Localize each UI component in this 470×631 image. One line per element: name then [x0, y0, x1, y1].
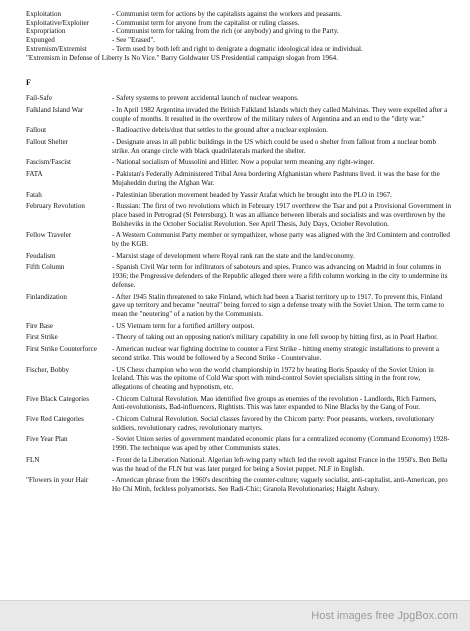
glossary-term: Fascism/Fascist: [26, 158, 71, 167]
glossary-term: FATA: [26, 170, 43, 179]
glossary-entry: [26, 158, 452, 167]
glossary-term: Fallout: [26, 126, 47, 135]
glossary-definition: - Russian: The first of two revolutions which in February 1917 overthrew the Tsar and put a Provisional Government in place based in Petrograd (St Petersburg). It was an alliance between liberals and socialists and was overthrown by the Bolsheviks in the October Socialist Revolution. See April Thesis, July Days, October Revolution.: [112, 202, 452, 228]
glossary-term: FLN: [26, 455, 40, 464]
glossary-definition: - Safety systems to prevent accidental launch of nuclear weapons.: [112, 94, 299, 103]
glossary-definition: - Marxist stage of development where Royal rank ran the state and the land/economy.: [112, 251, 355, 260]
glossary-content: [26, 10, 452, 494]
glossary-entry: [26, 252, 452, 261]
glossary-definition: - Front de la Liberation National. Algerian left-wing party which led the revolt against France in the 1950's. Ben Bella was the head of the FLN but was later purged for being a Soviet puppet. NLF in English.: [112, 455, 448, 473]
glossary-entry: [26, 94, 452, 103]
glossary-definition: - American phrase from the 1960's describing the counter-culture; vaguely socialist, anti-capitalist, anti-American, pro Ho Chi Minh, feckless polyamorists. See Radi-Chic; Granola Revolutionaries; Haight Asbury.: [112, 476, 448, 493]
glossary-term: February Revolution: [26, 202, 85, 211]
glossary-term: Exploitative/Exploiter: [26, 18, 90, 27]
glossary-definition: - US Chess champion who won the world championship in 1972 by beating Boris Spassky of the Soviet Union in Iceland. This was the epitome of Cold War sport with mind-control Soviet specialists sitting in the front row, allegations of cheating and hypnotism, etc.: [112, 365, 434, 391]
glossary-top-list: [26, 10, 452, 54]
glossary-term: Five Year Plan: [26, 435, 68, 444]
glossary-definition: - Communist term for taking from the rich (or anybody) and giving to the Party.: [112, 27, 339, 36]
glossary-term: Fischer, Bobby: [26, 365, 70, 374]
glossary-entry: [26, 395, 452, 412]
glossary-definition: - American nuclear war fighting doctrine to counter a First Strike - hitting enemy strategic installations to prevent a second strike. This would be followed by a Second Strike - Countervalue.: [112, 345, 440, 362]
glossary-term: First Strike: [26, 333, 58, 342]
glossary-f-list: [26, 94, 452, 493]
glossary-term: Fatah: [26, 190, 42, 199]
glossary-entry: [26, 202, 452, 228]
glossary-term: Expropriation: [26, 27, 66, 36]
glossary-term: Five Red Categories: [26, 415, 84, 424]
glossary-definition: - Soviet Union series of government mandated economic plans for a centralized economy (Command Economy) 1928-1990. The technique was aped by other Communists states.: [112, 435, 450, 453]
glossary-term: Fellow Traveler: [26, 231, 72, 240]
glossary-entry: [26, 293, 452, 319]
glossary-term: Exploitation: [26, 10, 62, 18]
glossary-entry: [26, 322, 452, 331]
glossary-entry: [26, 333, 452, 342]
glossary-definition: - After 1945 Stalin threatened to take Finland, which had been a Tsarist territory up to 1917. To prevent this, Finland gave up territory and became "neutral" being forced to sign a defense treaty with the Soviet Union. The term came to mean the "neutering" of a nation by the Communists.: [112, 292, 445, 318]
image-host-footer: [0, 600, 470, 631]
glossary-entry: [26, 263, 452, 289]
glossary-entry: [26, 27, 452, 36]
glossary-entry: [26, 435, 452, 452]
glossary-definition: - Chicom Cultural Revolution. Social classes favored by the Chicom party: Poor peasants, workers, revolutionary soldiers, revolutionary cadres, revolutionary martyrs.: [112, 415, 435, 432]
glossary-definition: - Spanish Civil War term for infiltrators of saboteurs and spies. Franco was advancing on Madrid in four columns in 1936; the Progressive defenders of the Republic alleged there were a fifth column working in the city to undermine its defense.: [112, 263, 448, 289]
glossary-entry: [26, 415, 452, 432]
glossary-definition: - Communist term for actions by the capitalists against the workers and peasants.: [112, 10, 342, 18]
footer-text: Host images free JpgBox.com: [311, 610, 458, 622]
glossary-entry: [26, 345, 452, 362]
glossary-entry: [26, 231, 452, 248]
glossary-definition: - Palestinian liberation movement headed by Yassir Arafat which he brought into the PLO in 1967.: [112, 190, 392, 199]
glossary-term: Feudalism: [26, 251, 56, 260]
glossary-definition: - A Western Communist Party member or sympathizer, whose party was aligned with the 3rd Comintern and controlled by the KGB.: [112, 231, 450, 249]
glossary-entry: [26, 476, 452, 493]
glossary-term: Fire Base: [26, 321, 53, 330]
glossary-definition: - Communist term for anyone from the capitalist or ruling classes.: [112, 18, 300, 27]
glossary-definition: - US Vietnam term for a fortified artillery outpost.: [112, 321, 255, 330]
glossary-entry: [26, 45, 452, 54]
glossary-term: Fail-Safe: [26, 94, 53, 103]
glossary-term: Five Black Categories: [26, 394, 90, 403]
glossary-entry: [26, 10, 452, 19]
glossary-term: Expunged: [26, 36, 55, 45]
glossary-entry: [26, 170, 452, 187]
glossary-definition: - See "Erased".: [112, 36, 156, 45]
glossary-definition: - Term used by both left and right to denigrate a dogmatic ideological idea or individual.: [112, 44, 363, 53]
glossary-term: Fifth Column: [26, 263, 65, 272]
quote-line: "Extremism in Defense of Liberty Is No Vice." Barry Goldwater US Presidential campaign slogan from 1964.: [26, 53, 338, 62]
section-letter: F: [26, 78, 31, 88]
glossary-term: Fallout Shelter: [26, 138, 68, 147]
glossary-definition: - Radioactive debris/dust that settles to the ground after a nuclear explosion.: [112, 126, 328, 135]
glossary-entry: [26, 366, 452, 392]
glossary-term: Falkland Island War: [26, 105, 84, 114]
glossary-definition: - Chicom Cultural Revolution. Mao identified five groups as enemies of the revolution - Landlords, Rich Farmers, Anti-revolutionists, Bad-influencers, Rightists. This was later expanded to Nine Blacks by the Gang of Four.: [112, 394, 437, 412]
glossary-entry: [26, 138, 452, 155]
glossary-entry: [26, 456, 452, 473]
glossary-term: First Strike Counterforce: [26, 345, 97, 354]
glossary-definition: - Designate areas in all public buildings in the US which could be used o shelter from fallout from a nuclear bomb strike. An orange circle with black quadrilaterals marked the shelter.: [112, 138, 437, 155]
glossary-definition: - In April 1982 Argentina invaded the British Falkland Islands which they called Malvinas. They were expelled after a couple of months. It resulted in the overthrow of the military rulers of Argentina and an end to the "dirty war.": [112, 105, 448, 123]
glossary-term: Finlandization: [26, 292, 67, 301]
glossary-entry: [26, 106, 452, 123]
glossary-entry: [26, 191, 452, 200]
glossary-term: "Flowers in your Hair: [26, 476, 89, 485]
glossary-entry: [26, 126, 452, 135]
glossary-definition: - Pakistan's Federally Administered Tribal Area bordering Afghanistan where Pashtuns lived. it was the base for the Mujaheddin during the Afghan War.: [112, 170, 440, 187]
glossary-entry: [26, 36, 452, 45]
glossary-entry: [26, 19, 452, 28]
glossary-definition: - National socialism of Mussolini and Hitler. Now a popular term meaning any right-winger.: [112, 158, 375, 167]
glossary-term: Extremism/Extremist: [26, 44, 87, 53]
glossary-definition: - Theory of taking out an opposing nation's military capability in one fell swoop by hitting first, as in Pearl Harbor.: [112, 333, 438, 342]
